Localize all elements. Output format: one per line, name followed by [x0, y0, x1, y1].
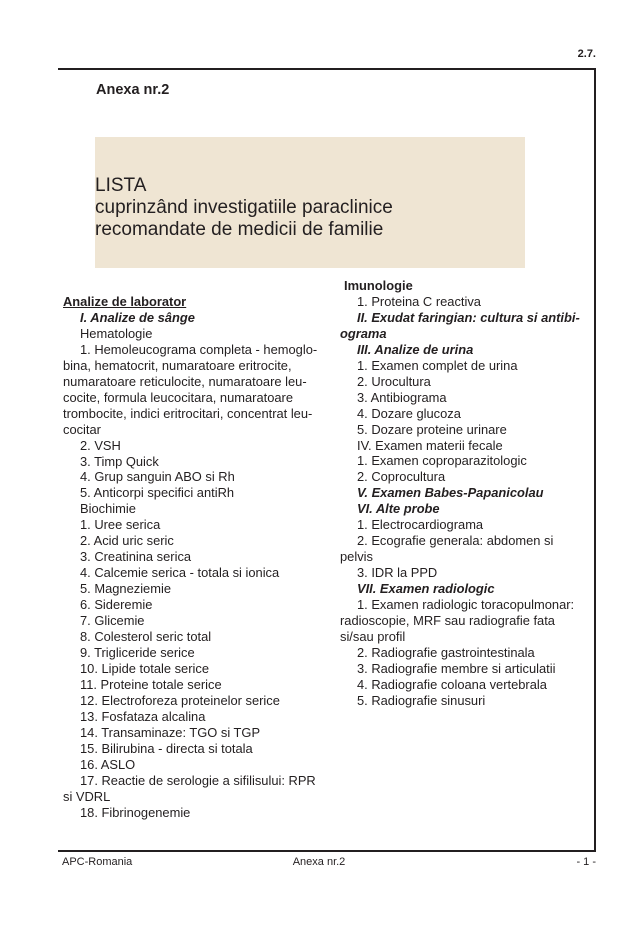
list-item: 1. Examen coproparazitologic	[357, 453, 527, 469]
chest-xray-line: si/sau profil	[340, 628, 406, 644]
page-code: 2.7.	[577, 48, 596, 60]
serology-line: 17. Reactie de serologie a sifilisului: RPR	[80, 772, 316, 788]
list-item: 9. Trigliceride serice	[80, 644, 195, 660]
list-item: 2. VSH	[80, 437, 121, 453]
list-item: 6. Sideremie	[80, 597, 153, 613]
exudate-section-line: II. Exudat faringian: cultura si antibi-	[357, 309, 580, 325]
radiology-section-title: VII. Examen radiologic	[357, 581, 495, 597]
list-item: 13. Fosfataza alcalina	[80, 708, 206, 724]
biochemistry-title: Biochimie	[80, 501, 136, 517]
pap-section-title: V. Examen Babes-Papanicolau	[357, 485, 544, 501]
list-item: 5. Magneziemie	[80, 581, 171, 597]
stool-section-title: IV. Examen materii fecale	[357, 437, 503, 453]
list-item: 2. Coprocultura	[357, 469, 446, 485]
serology-line: si VDRL	[63, 788, 111, 804]
list-title-line3: recomandate de medicii de familie	[95, 219, 384, 240]
list-item: 5. Radiografie sinusuri	[357, 692, 486, 708]
chest-xray-line: radioscopie, MRF sau radiografie fata	[340, 613, 555, 629]
immunology-title: Imunologie	[344, 278, 413, 293]
list-item: 1. Electrocardiograma	[357, 517, 484, 533]
list-item: 2. Urocultura	[357, 373, 431, 389]
right-column	[340, 278, 594, 709]
footer-page-number: - 1 -	[576, 856, 596, 868]
list-item: 7. Glicemie	[80, 613, 145, 629]
list-title-line2: cuprinzând investigatiile paraclinice	[95, 197, 393, 218]
list-item: 3. Timp Quick	[80, 453, 159, 469]
list-item: 5. Anticorpi specifici antiRh	[80, 485, 235, 501]
list-item: 15. Bilirubina - directa si totala	[80, 740, 253, 756]
chest-xray-line: 1. Examen radiologic toracopulmonar:	[357, 597, 575, 613]
left-column	[63, 294, 338, 820]
list-item: 8. Colesterol seric total	[80, 629, 212, 645]
blood-analysis-section: I. Analize de sânge	[80, 309, 195, 325]
urine-section-title: III. Analize de urina	[357, 341, 474, 357]
list-item: 2. Acid uric seric	[80, 533, 174, 549]
footer-left: APC-Romania	[62, 856, 133, 868]
other-tests-section-title: VI. Alte probe	[357, 501, 440, 517]
hemoleucograma-line: 1. Hemoleucograma completa - hemoglo-	[80, 341, 318, 357]
ultrasound-line: 2. Ecografie generala: abdomen si	[357, 533, 554, 549]
list-item: 10. Lipide totale serice	[80, 660, 209, 676]
list-item: 18. Fibrinogenemie	[80, 804, 191, 820]
list-item: 5. Dozare proteine urinare	[357, 421, 507, 437]
lab-analysis-heading: Analize de laborator	[63, 294, 187, 309]
list-item: 2. Radiografie gastrointestinala	[357, 644, 535, 660]
list-item: 12. Electroforeza proteinelor serice	[80, 692, 280, 708]
list-item: 3. Antibiograma	[357, 389, 447, 405]
list-item: 4. Radiografie coloana vertebrala	[357, 676, 547, 692]
hemoleucograma-line: cocitar	[63, 421, 101, 437]
hemoleucograma-line: bina, hematocrit, numaratoare eritrocite,	[63, 357, 292, 373]
list-item: 1. Uree serica	[80, 517, 161, 533]
list-title-box	[95, 137, 525, 268]
list-item: 3. Creatinina serica	[80, 549, 192, 565]
list-item: 14. Transaminaze: TGO si TGP	[80, 724, 261, 740]
list-item: 1. Examen complet de urina	[357, 357, 518, 373]
list-item: 1. Proteina C reactiva	[357, 293, 481, 309]
hematology-title: Hematologie	[80, 325, 153, 341]
footer-center: Anexa nr.2	[292, 856, 346, 868]
list-title-line1: LISTA	[95, 175, 147, 196]
list-item: 3. IDR la PPD	[357, 565, 438, 581]
list-item: 11. Proteine totale serice	[80, 676, 222, 692]
list-item: 4. Calcemie serica - totala si ionica	[80, 565, 280, 581]
annex-title: Anexa nr.2	[96, 82, 170, 98]
ultrasound-line: pelvis	[340, 549, 373, 565]
list-item: 4. Dozare glucoza	[357, 405, 461, 421]
list-item: 4. Grup sanguin ABO si Rh	[80, 469, 235, 485]
hemoleucograma-line: trombocite, indici eritrocitari, concentrat leu-	[63, 405, 313, 421]
hemoleucograma-line: cocite, formula leucocitara, numaratoare	[63, 389, 293, 405]
list-item: 3. Radiografie membre si articulatii	[357, 660, 556, 676]
hemoleucograma-line: numaratoare reticulocite, numaratoare leu-	[63, 373, 307, 389]
list-item: 16. ASLO	[80, 756, 136, 772]
exudate-section-line: ograma	[340, 325, 387, 341]
